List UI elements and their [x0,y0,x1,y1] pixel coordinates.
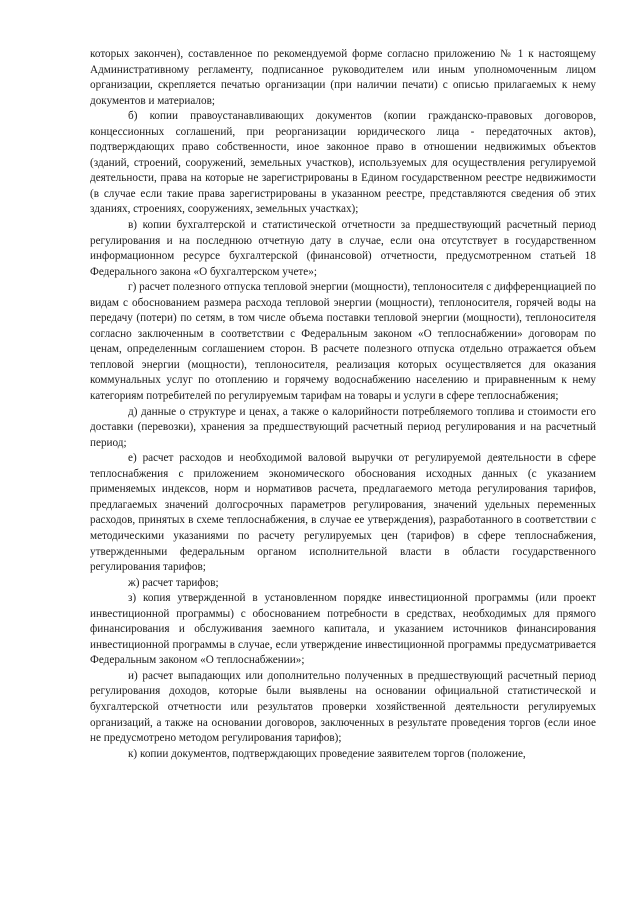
paragraph-continuation: которых закончен), составленное по рекомендуемой форме согласно приложению № 1 к настоящему Административному регламенту, подписанное руководителем или иным уполномоченным лицом организации, скрепляется печатью организации (при наличии печати) с описью прилагаемых к нему документов и материалов; [90,48,596,107]
paragraph-item-b: б) копии правоустанавливающих документов (копии гражданско-правовых договоров, концессионных соглашений, при реорганизации юридического лица - передаточных актов), подтверждающих право собственности, иное законное право в отношении недвижимых объектов (зданий, строений, сооружений, земельных участков), используемых для осуществления регулируемой деятельности, права на которые не зарегистрированы в Едином государственном реестре недвижимости (в случае если такие права зарегистрированы в указанном реестре, представляются сведения об этих зданиях, строениях, сооружениях, земельных участках); [90,110,596,216]
paragraph-item-v: в) копии бухгалтерской и статистической отчетности за предшествующий расчетный период регулирования и на последнюю отчетную дату в случае, если она отсутствует в государственном информационном ресурсе бухгалтерской (финансовой) отчетности, предусмотренном статьей 18 Федерального закона «О бухгалтерском учете»; [90,219,596,278]
paragraph-item-d: д) данные о структуре и ценах, а также о калорийности потребляемого топлива и стоимости его доставки (перевозки), хранения за предшествующий расчетный период регулирования и на расчетный период; [90,405,596,449]
paragraph-item-e: е) расчет расходов и необходимой валовой выручки от регулируемой деятельности в сфере теплоснабжения с приложением экономического обоснования исходных данных (с указанием применяемых индексов, норм и нормативов расчета, предлагаемого метода регулирования тарифов, предлагаемых значений долгосрочных параметров регулирования, значений удельных переменных расходов, принятых в схеме теплоснабжения, в случае ее утверждения), разработанного в соответствии с методическими указаниями по расчету регулируемых цен (тарифов) в сфере теплоснабжения, утвержденными федеральным органом исполнительной власти в области государственного регулирования тарифов; [90,452,596,574]
paragraph-item-g: г) расчет полезного отпуска тепловой энергии (мощности), теплоносителя с дифференциацией по видам с обоснованием размера расхода тепловой энергии (мощности), теплоносителя, горячей воды на передачу (потери) по сетям, в том числе объема поставки тепловой энергии (мощности), теплоносителя согласно заключенным в соответствии с Федеральным законом «О теплоснабжении» договорам по ценам, определенным соглашением сторон. В расчете полезного отпуска отдельно отражается объем тепловой энергии (мощности), теплоносителя, реализация которых осуществляется для оказания коммунальных услуг по отоплению и горячему водоснабжению населению и приравненным к нему категориям потребителей по регулируемым тарифам на товары и услуги в сфере теплоснабжения; [90,281,596,403]
paragraph-item-i: и) расчет выпадающих или дополнительно полученных в предшествующий расчетный период регулирования доходов, которые были выявлены на основании официальной статистической и бухгалтерской отчетности или результатов проверки хозяйственной деятельности регулируемых организаций, а также на основании договоров, заключенных в результате проведения торгов (если иное не предусмотрено методом регулирования тарифов); [90,669,596,745]
paragraph-item-z: з) копия утвержденной в установленном порядке инвестиционной программы (или проект инвестиционной программы) с обоснованием потребности в средствах, необходимых для прямого финансирования и обслуживания заемного капитала, и указанием источников финансирования инвестиционной программы в случае, если утверждение инвестиционной программы предусматривается Федеральным законом «О теплоснабжении»; [90,592,596,667]
document-page [90,47,596,762]
paragraph-item-k: к) копии документов, подтверждающих проведение заявителем торгов (положение, [128,747,526,760]
paragraph-item-zh: ж) расчет тарифов; [128,576,219,589]
